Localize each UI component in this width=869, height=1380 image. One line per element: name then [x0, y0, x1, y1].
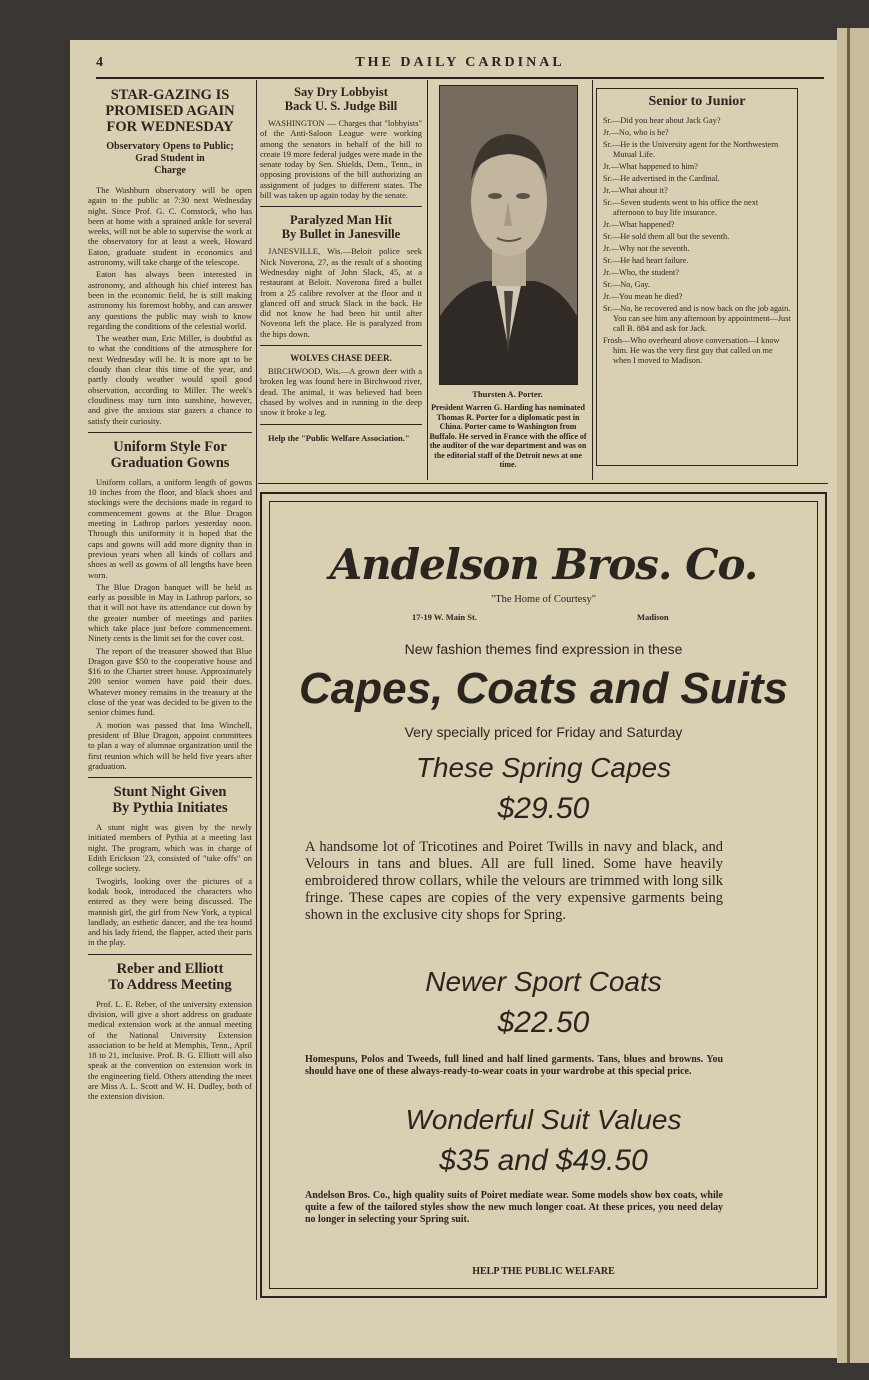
headline-stunt-night: Stunt Night Given By Pythia Initiates [112, 784, 228, 817]
divider [260, 206, 422, 207]
page-header [96, 55, 824, 79]
ad-top-rule [258, 483, 828, 484]
adjacent-page-edge [837, 28, 869, 1363]
dialogue-line: Sr.—He had heart failure. [603, 256, 689, 265]
column-rule [592, 80, 593, 480]
paragraph: BIRCHWOOD, Wis.—A grown deer with a broken leg was found here in Birchwood river, dead. The animal, it was believed had been chased by wolves and in running in the deep snow it broke a leg. [260, 366, 422, 418]
paragraph: JANESVILLE, Wis.—Beloit police seek Nick Noverona, 27, as the result of a shooting Wednesday night of John Slack, 45, at a restaurant at Beloit. Noverona fired a bullet from a 25 calibre revolver at the floor and it glanced off and struck Slack in the back. He did not know he had been hit until after Noveona left the place. He is paralyzed from the hips down. [260, 246, 422, 339]
column-2 [260, 85, 422, 445]
dialogue-line: Sr.—He sold them all but the seventh. [603, 232, 730, 241]
ad-address: 17-19 W. Main St. [412, 612, 477, 622]
headline-paralyzed-man: Paralyzed Man Hit By Bullet in Janesville [281, 213, 401, 242]
portrait-image [440, 86, 577, 384]
page-number: 4 [96, 55, 103, 70]
dialogue-line: Jr.—What about it? [603, 186, 668, 195]
paragraph: Prof. L. E. Reber, of the university extension division, will give a short address on graduate medical extension work at the annual meeting of the National University Extension association to be held at Memphis, Tenn., April 18 to 21, inclusive. Prof. B. G. Elliott will also speak at the convention on extension work in the engineering field. Others attending the meet are Miss A. L. Scott and W. H. Dudley, both of the extension division. [88, 998, 252, 1102]
andelson-advertisement [260, 492, 827, 1298]
paragraph: The Blue Dragon banquet will be held as early as possible in May in Lathrop parlors, so that it will not have its attendance cut down by the greater number of meetings and parites which take place just before commencement. Ninety cents is the limit set for the cover cost. [88, 581, 252, 644]
ad-main-title: Capes, Coats and Suits [298, 664, 788, 713]
dialogue-line: Jr.—Why not the seventh. [603, 244, 690, 253]
ad-text-suits: Andelson Bros. Co., high quality suits of Poiret mediate wear. Some models show box coats, while quite a few of the tailored styles show the new much longer coat. At these prices, you need delay no longer in selecting your Spring suit. [305, 1190, 723, 1225]
paragraph: A stunt night was given by the newly initiated members of Pythia at a meeting last night. The program, which was in charge of Edith Erickson '23, consisted of "take offs" on college society. [88, 822, 252, 874]
ad-footer: HELP THE PUBLIC WELFARE [472, 1266, 615, 1277]
page-fold-line [847, 28, 850, 1363]
paragraph: The Washburn observatory will be open again to the public at 7:30 next Wednesday night. Since Prof. G. C. Comstock, who has been at home with a sprained ankle for several weeks, will not be able to supervise the work at the observatory for at least a week, Howard Eaton, graduate student in economics and astronomy, will take charge of the telescope. [88, 185, 252, 268]
paragraph: A motion was passed that Ima Winchell, president of Blue Dragon, appoint committees to plan a way of alumnae organization until the first reunion which will be held five years after graduation. [88, 719, 252, 771]
ad-logo: Andelson Bros. Co. [329, 540, 758, 589]
dialogue-line: Sr.—No, he recovered and is now back on the job again. You can see him any afternoon by appointment—Just call B. 884 and ask for Jack. [603, 304, 791, 333]
ad-city: Madison [637, 612, 669, 622]
paragraph: Eaton has always been interested in astronomy, and although his chief interest has been in the economic field, he is still making astronomy his foremost hobby, and can answer any questions the public may wish to know regarding the conditions of the celestial world. [88, 269, 252, 331]
divider [88, 777, 252, 778]
column-1 [88, 87, 252, 1104]
ad-price-capes: $29.50 [497, 792, 590, 825]
divider [260, 345, 422, 346]
ad-subtitle: Very specially priced for Friday and Saturday [404, 724, 683, 740]
ad-section-title-suits: Wonderful Suit Values [405, 1104, 682, 1135]
paragraph: WASHINGTON — Charges that "lobbyists" of the Anti-Saloon League were working among the senators in behalf of the bill to create 19 more federal judges were made in the senate today by Sen. Shields, Dem., Tenn., in opposing provisions of the bill authorizing an assignment of judges to different states. The bill was taken up again today by the senate. [260, 118, 422, 201]
dialogue-line: Jr.—You mean he died? [603, 292, 683, 301]
paragraph: The weather man, Eric Miller, is doubtful as to what the conditions of the atmosphere for next Wednesday will be. It is more apt to be cloudy than clear this time of the year, and partly cloudy weather would spoil good observation, according to Miller. The week's cloudiness may turn into sunshine, however, and give the anxious star gazers a chance to satisfy their curiosity. [88, 333, 252, 426]
ad-text-coats: Homespuns, Polos and Tweeds, full lined and half lined garments. Tans, blues and browns. You should have one of these always-ready-to-wear coats in your wardrobe at this special price. [305, 1054, 723, 1077]
senior-to-junior-box [596, 88, 798, 466]
ad-price-coats: $22.50 [497, 1006, 590, 1039]
dialogue-line: Sr.—He is the University agent for the Northwestern Mutual Life. [603, 140, 779, 159]
photo-name: Thursten A. Porter. [472, 389, 543, 399]
ad-section-title-capes: These Spring Capes [415, 752, 672, 783]
dialogue-line: Jr.—What happened? [603, 220, 675, 229]
welfare-notice: Help the "Public Welfare Association." [268, 432, 410, 443]
ad-text-capes: A handsome lot of Tricotines and Poiret Twills in navy and black, and Velours in tans and blues. All are full lined. Some have heavily embroidered throw collars, while the velours are trimmed with long silk fringe. These capes are copies of the very expensive garments being shown in the exclusive city shops for Spring. [305, 839, 723, 923]
divider [88, 432, 252, 433]
paragraph: Uniform collars, a uniform length of gowns 10 inches from the floor, and black shoes and stockings were the decisions made in regard to commencement gowns at the Blue Dragon meeting in Lathrop parlors yesterday noon. Through this uniformity it is hoped that the caps and gowns will add more dignity than in previous years when all kinds of collars and shoes as well as gowns of all lengths have been worn. [88, 476, 252, 580]
headline-wolves: WOLVES CHASE DEER. [290, 353, 392, 364]
dialogue-line: Sr.—Seven students went to his office the next afternoon to buy life insurance. [603, 198, 759, 217]
box-title: Senior to Junior [648, 94, 746, 109]
headline-uniform-style: Uniform Style For Graduation Gowns [110, 438, 230, 471]
photo-caption: President Warren G. Harding has nominated Thomas R. Porter for a diplomatic post in China. Porter came to Washington from Buffalo. He served in France with the office of the auditor of the war department and was on the editorial staff of the Detroit news at one time. [429, 403, 587, 469]
portrait-photo [439, 85, 578, 385]
masthead: THE DAILY CARDINAL [355, 55, 565, 70]
headline-star-gazing: STAR-GAZING IS PROMISED AGAIN FOR WEDNESDAY [105, 87, 235, 135]
dialogue-line: Sr.—No, Gay. [603, 280, 650, 289]
ad-intro: New fashion themes find expression in these [404, 641, 683, 657]
headline-reber-elliott: Reber and Elliott To Address Meeting [108, 960, 232, 993]
divider [260, 424, 422, 425]
paragraph: The report of the treasurer showed that Blue Dragon gave $50 to the cooperative house and $16 to the Charter street house. Approximately 200 senior women have paid their dues. Whatever money remains in the treasury at the close of the year was decided to be given to the senior chimes fund. [88, 645, 252, 718]
ad-section-title-coats: Newer Sport Coats [425, 966, 662, 997]
dialogue-line: Frosh—Who overheard above conversation—I know him. He was the very first guy that called on me when I moved to Madison. [603, 336, 780, 365]
ad-tagline: "The Home of Courtesy" [490, 594, 597, 605]
dialogue-line: Jr.—No, who is he? [603, 128, 669, 137]
headline-dry-lobbyist: Say Dry Lobbyist Back U. S. Judge Bill [284, 85, 398, 113]
subhead-observatory: Observatory Opens to Public; Grad Student in Charge [106, 141, 234, 176]
dialogue-line: Sr.—He advertised in the Cardinal. [603, 174, 720, 183]
newspaper-page [70, 40, 837, 1358]
divider [88, 954, 252, 955]
ad-price-suits: $35 and $49.50 [439, 1144, 648, 1177]
dialogue-line: Sr.—Did you hear about Jack Gay? [603, 116, 721, 125]
paragraph: Twogirls, looking over the pictures of a kodak book, introduced the characters who entered as they were being discussed. The mannish girl, the girl from New York, a typical landlady, an esthetic dancer, and the tea hound and his lady friend, the flapper, acted their parts in the play. [88, 875, 252, 948]
dialogue-line: Jr.—Who, the student? [603, 268, 680, 277]
column-rule [256, 80, 257, 1300]
dialogue-line: Jr.—What happened to him? [603, 162, 698, 171]
